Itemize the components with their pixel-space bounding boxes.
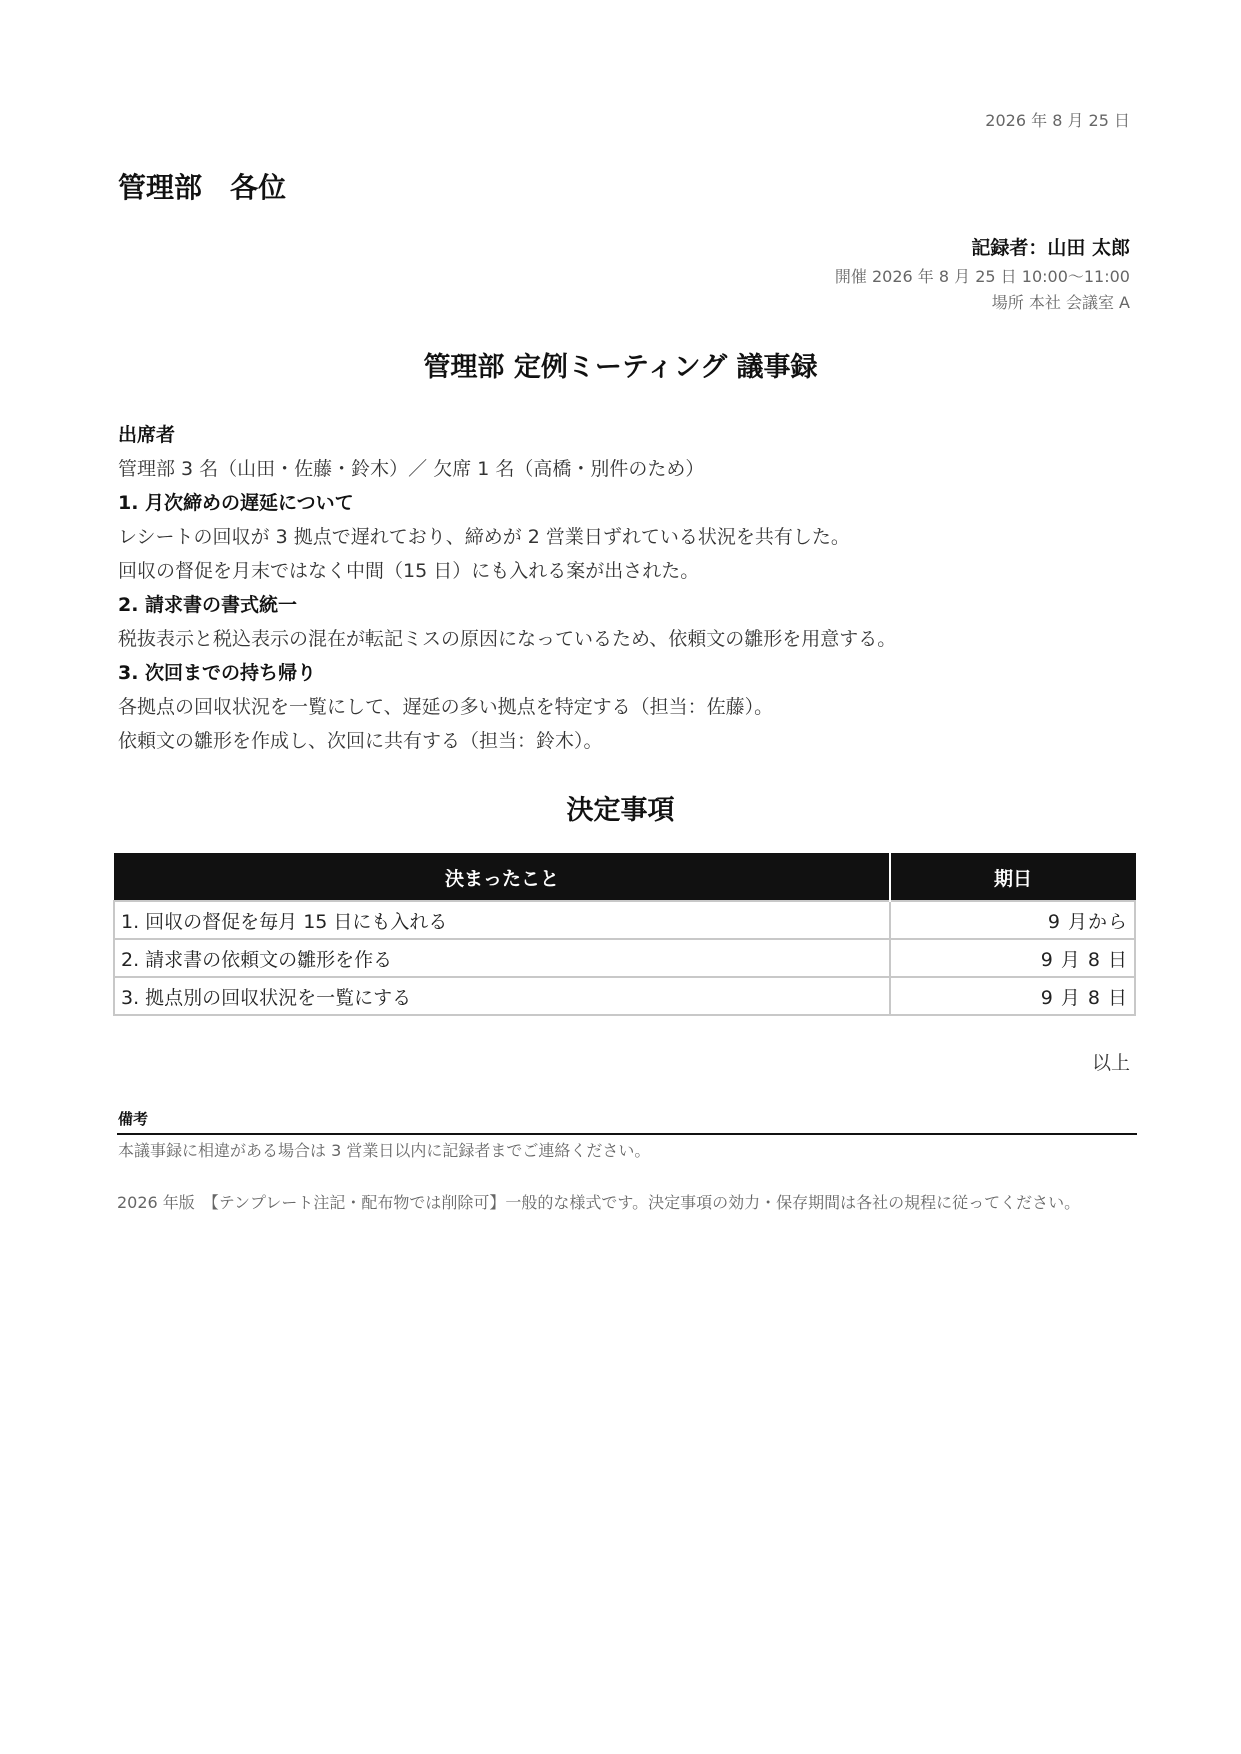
column-header-due: 期日 xyxy=(890,854,1135,902)
remarks-divider xyxy=(117,1133,1137,1135)
template-footer-note: 2026 年版 【テンプレート注記・配布物では削除可】一般的な様式です。決定事項の効力・保存期間は各社の規程に従ってください。 xyxy=(117,1193,1081,1212)
item1-line: 回収の督促を月末ではなく中間（15 日）にも入れる案が出された。 xyxy=(118,560,700,582)
remarks-text: 本議事録に相違がある場合は 3 営業日以内に記録者までご連絡ください。 xyxy=(118,1141,651,1160)
decision-cell: 3. 拠点別の回収状況を一覧にする xyxy=(114,977,890,1015)
meeting-time: 開催 2026 年 8 月 25 日 10:00〜11:00 xyxy=(834,267,1130,286)
item1-line: レシートの回収が 3 拠点で遅れており、締めが 2 営業日ずれている状況を共有した。 xyxy=(118,526,850,548)
table-row xyxy=(114,939,1135,977)
item3-line: 依頼文の雛形を作成し、次回に共有する（担当：鈴木）。 xyxy=(118,730,603,752)
decisions-table xyxy=(113,853,1136,1016)
remarks-label: 備考 xyxy=(118,1110,149,1128)
item3-line: 各拠点の回収状況を一覧にして、遅延の多い拠点を特定する（担当：佐藤）。 xyxy=(118,696,774,718)
column-header-decision: 決まったこと xyxy=(114,854,890,902)
addressee: 管理部 各位 xyxy=(118,171,287,204)
page-title: 管理部 定例ミーティング 議事録 xyxy=(423,352,818,383)
item2-heading: 2. 請求書の書式統一 xyxy=(118,594,298,616)
attendees-text: 管理部 3 名（山田・佐藤・鈴木）／ 欠席 1 名（高橋・別件のため） xyxy=(118,458,705,480)
item2-line: 税抜表示と税込表示の混在が転記ミスの原因になっているため、依頼文の雛形を用意する。 xyxy=(118,628,897,650)
table-header-row xyxy=(114,854,1135,902)
recorder: 記録者：山田 太郎 xyxy=(971,237,1130,259)
meeting-place: 場所 本社 会議室 A xyxy=(991,293,1130,312)
decision-cell: 1. 回収の督促を毎月 15 日にも入れる xyxy=(114,901,890,939)
due-cell: 9 月 8 日 xyxy=(890,977,1135,1015)
minutes-body xyxy=(118,418,1138,758)
decisions-title: 決定事項 xyxy=(566,795,675,826)
document-date: 2026 年 8 月 25 日 xyxy=(985,111,1130,130)
decision-cell: 2. 請求書の依頼文の雛形を作る xyxy=(114,939,890,977)
table-row xyxy=(114,901,1135,939)
closing-text: 以上 xyxy=(1091,1052,1130,1074)
attendees-heading: 出席者 xyxy=(118,424,176,446)
item3-heading: 3. 次回までの持ち帰り xyxy=(118,662,317,684)
table-row xyxy=(114,977,1135,1015)
due-cell: 9 月 8 日 xyxy=(890,939,1135,977)
due-cell: 9 月から xyxy=(890,901,1135,939)
item1-heading: 1. 月次締めの遅延について xyxy=(118,492,354,514)
